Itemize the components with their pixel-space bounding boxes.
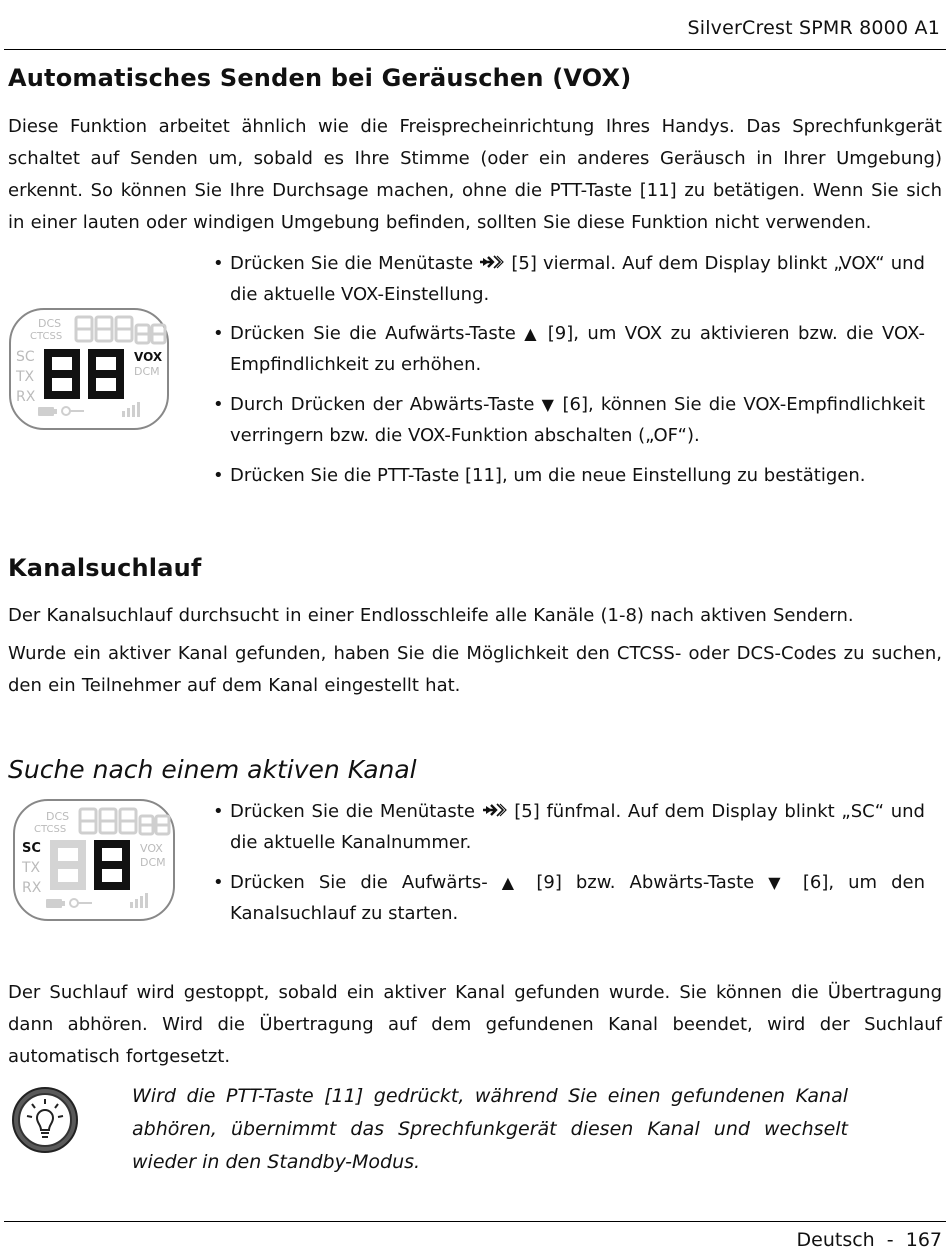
lcd-display-vox-icon — [8, 307, 170, 431]
list-item: • Drücken Sie die PTT-Taste [11], um die neue Einstellung zu bestätigen. — [213, 460, 925, 491]
lcd-ctcss-label: CTCSS — [34, 824, 67, 835]
lcd-dcm-label: DCM — [134, 365, 160, 378]
search-result-paragraph: Der Suchlauf wird gestoppt, sobald ein aktiver Kanal gefunden wurde. Sie können die Übertragung dann abhören. Wird die Übertragung auf dem gefundenen Kanal beendet, wird der Suchlauf automatisch fortgesetzt. — [8, 982, 942, 1067]
lcd-display-sc-icon — [12, 798, 176, 922]
list-item: • Durch Drücken der Abwärts-Taste ▼ [6], können Sie die VOX-Empfindlichkeit verringern bzw. die VOX-Funktion abschalten („OF“). — [213, 389, 925, 451]
menu-key-icon — [482, 801, 508, 819]
scan-paragraph-1: Der Kanalsuchlauf durchsucht in einer Endlosschleife alle Kanäle (1-8) nach aktiven Sendern. — [8, 605, 854, 626]
subsection-heading-search-active-channel: Suche nach einem aktiven Kanal — [8, 755, 417, 784]
lcd-rx-label: RX — [22, 880, 42, 896]
down-arrow-icon: ▼ — [541, 395, 556, 414]
up-arrow-icon: ▲ — [501, 873, 523, 892]
list-item: • Drücken Sie die Menütaste [5] viermal. Auf dem Display blinkt „VOX“ und die aktuelle VOX-Einstellung. — [213, 248, 925, 310]
lcd-dcm-label: DCM — [140, 856, 166, 869]
lcd-rx-label: RX — [16, 389, 36, 405]
lcd-dcs-label: DCS — [38, 317, 62, 330]
section-heading-vox: Automatisches Senden bei Geräuschen (VOX) — [8, 64, 632, 92]
page-footer: Deutsch - 167 — [796, 1229, 942, 1251]
list-item: • Drücken Sie die Aufwärts-Taste ▲ [9], um VOX zu aktivieren bzw. die VOX-Empfindlichkeit zu erhöhen. — [213, 318, 925, 380]
vox-steps-list — [213, 248, 925, 491]
list-item: • Drücken Sie die Menütaste [5] fünfmal. Auf dem Display blinkt „SC“ und die aktuelle Kanalnummer. — [213, 796, 925, 858]
lcd-vox-label: VOX — [134, 350, 163, 364]
lcd-ctcss-label: CTCSS — [30, 331, 63, 342]
lcd-sc-label: SC — [22, 841, 41, 856]
section-heading-channel-scan: Kanalsuchlauf — [8, 554, 202, 582]
lcd-sc-label: SC — [16, 349, 35, 365]
lcd-vox-label: VOX — [140, 842, 163, 855]
header-title: SilverCrest SPMR 8000 A1 — [687, 17, 940, 39]
vox-intro-paragraph: Diese Funktion arbeitet ähnlich wie die Freisprecheinrichtung Ihres Handys. Das Sprechfunkgerät schaltet auf Senden um, sobald es Ihre Stimme (oder ein anderes Geräusch in Ihrer Umgebung) erkennt. So können Sie Ihre Durchsage machen, ohne die PTT-Taste [11] zu betätigen. Wenn Sie sich in einer lauten oder windigen Umgebung befinden, sollten Sie diese Funktion nicht verwenden. — [8, 116, 942, 233]
list-item: • Drücken Sie die Aufwärts- ▲ [9] bzw. Abwärts-Taste ▼ [6], um den Kanalsuchlauf zu starten. — [213, 867, 925, 929]
tip-note-text: Wird die PTT-Taste [11] gedrückt, während Sie einen gefundenen Kanal abhören, übernimmt das Sprechfunkgerät diesen Kanal und wechselt wieder in den Standby-Modus. — [132, 1085, 848, 1173]
footer-divider — [4, 1221, 946, 1222]
lcd-tx-label: TX — [22, 860, 41, 876]
search-steps-list — [213, 796, 925, 929]
lcd-tx-label: TX — [16, 369, 35, 385]
scan-paragraph-2: Wurde ein aktiver Kanal gefunden, haben Sie die Möglichkeit den CTCSS- oder DCS-Codes zu suchen, den ein Teilnehmer auf dem Kanal eingestellt hat. — [8, 643, 942, 696]
down-arrow-icon: ▼ — [768, 873, 789, 892]
lightbulb-tip-icon — [8, 1086, 82, 1154]
lcd-dcs-label: DCS — [46, 810, 70, 823]
page-header — [4, 0, 946, 50]
up-arrow-icon: ▲ — [524, 324, 540, 343]
menu-key-icon — [479, 253, 505, 271]
